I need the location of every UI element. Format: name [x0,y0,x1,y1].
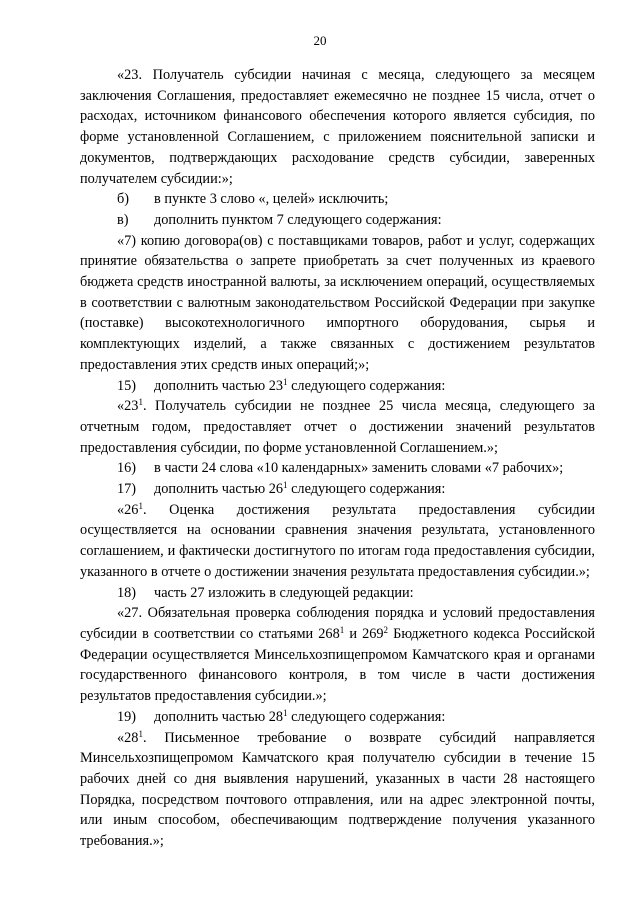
item-number: 16) [117,460,137,477]
item-number: б) [117,191,130,208]
superscript: 1 [339,624,345,635]
item-text: дополнить частью 23 [154,377,284,394]
para-text-tail: . Письменное требование о возврате субсидий направляется Минсельхозпищепромом Камчатского края получателю субсидии в течение 15 рабочих дней со дня выявления нарушений, указанных в части 28 настоящего Порядка, посредством почтового отправления, или на адрес электронной почты, или иным способом, обеспечивающим подтверждение получения указанного требования.»; [80,729,595,850]
list-item-16 [80,458,595,479]
list-item-19 [80,707,595,728]
item-number: 18) [117,584,137,601]
superscript: 1 [283,707,288,718]
paragraph-28-1 [80,728,595,852]
superscript: 1 [138,500,143,511]
paragraph-23-1 [80,396,595,458]
list-item-18 [80,583,595,604]
page-number: 20 [313,33,327,48]
para-text: «27. Обязательная проверка соблюдения порядка и условий предоставления субсидии в соответствии со статьями 268 [80,605,595,642]
list-item-b [80,189,595,210]
item-text: часть 27 изложить в следующей редакции: [154,584,414,601]
item-text-tail: следующего содержания: [287,377,446,394]
para-text-tail: . Получатель субсидии не позднее 25 числа месяца, следующего за отчетным годом, предоставляет отчет о достижении значений результатов предоставления субсидии, по форме установленной Соглашением.»; [80,398,595,456]
item-text: дополнить частью 26 [154,481,284,498]
paragraph-27 [80,603,595,707]
list-item-15 [80,376,595,397]
superscript: 2 [383,624,389,635]
item-text-tail: следующего содержания: [287,708,446,725]
list-item-17 [80,479,595,500]
superscript: 1 [138,728,143,739]
item-text-tail: следующего содержания: [287,481,446,498]
para-text-mid: и 269 [344,625,384,642]
superscript: 1 [283,376,288,387]
document-body [80,65,595,852]
superscript: 1 [283,480,288,491]
para-text: «26 [117,501,139,518]
paragraph-23: «23. Получатель субсидии начиная с месяца, следующего за месяцем заключения Соглашения, предоставляет ежемесячно не позднее 15 числа, отчет о расходах, источником финансового обеспечения которого является субсидия, по форме установленной Соглашением, с приложением пояснительной записки и документов, подтверждающих расходование средств субсидии, заверенных получателем субсидии:»; [80,67,595,187]
para-text: «28 [117,729,139,746]
para-text: «23 [117,398,139,415]
list-item-v [80,210,595,231]
superscript: 1 [138,397,143,408]
item-text: в части 24 слова «10 календарных» заменить словами «7 рабочих»; [154,460,564,477]
para-text-tail: Бюджетного кодекса Российской Федерации осуществляется Минсельхозпищепромом Камчатского края и органами государственного финансового контроля, в том числе в части достижения результатов предоставления субсидии.»; [80,625,595,705]
item-number: 15) [117,377,137,394]
paragraph-26-1 [80,500,595,583]
item-text: в пункте 3 слово «, целей» исключить; [154,191,389,208]
item-number: 17) [117,481,137,498]
item-number: 19) [117,708,137,725]
item-number: в) [117,211,129,228]
item-text: дополнить пунктом 7 следующего содержания: [154,211,442,228]
para-text-tail: . Оценка достижения результата предоставления субсидии осуществляется на основании сравнения значения результата, установленного соглашением, и фактически достигнутого по итогам года предоставления субсидии, указанного в отчете о достижении значения результата предоставления субсидии.»; [80,501,595,580]
item-text: дополнить частью 28 [154,708,284,725]
paragraph-7: «7) копию договора(ов) с поставщиками товаров, работ и услуг, содержащих принятие обязательства о запрете приобретать за счет полученных из краевого бюджета средств иностранной валюты, за исключением операций, осуществляемых в соответствии с валютным законодательством Российской Федерации при закупке (поставке) высокотехнологичного импортного оборудования, сырья и комплектующих изделий, а также связанных с достижением результатов предоставления этих средств иных операций;»; [80,232,595,373]
